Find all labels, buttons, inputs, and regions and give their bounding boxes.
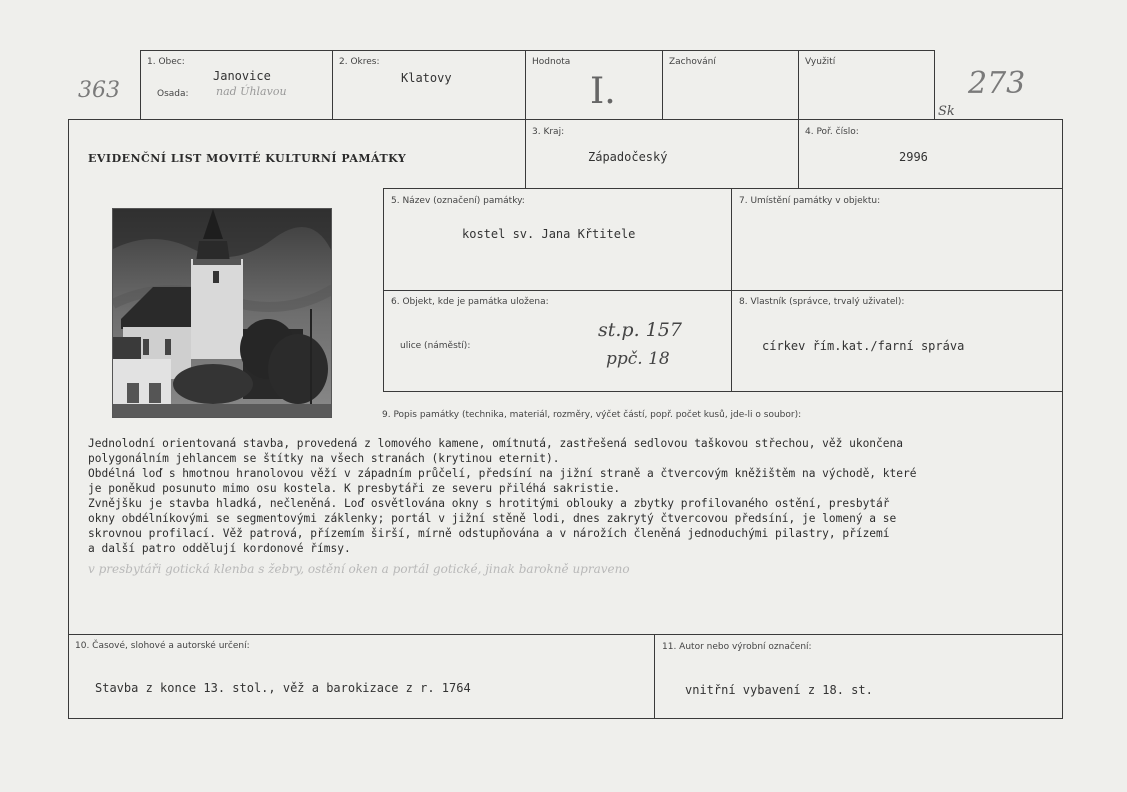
osada-label: Osada: [157, 89, 189, 99]
poradove-cislo-label: 4. Poř. číslo: [805, 127, 859, 137]
autor-cell [654, 634, 1063, 719]
poradove-cislo-value: 2996 [899, 150, 928, 164]
obec-cell [140, 50, 333, 120]
umisteni-cell [731, 188, 1063, 291]
nazev-label: 5. Název (označení) památky: [391, 196, 525, 206]
obec-value: Janovice [213, 69, 271, 83]
popis-line: Jednolodní orientovaná stavba, provedená z lomového kamene, omítnutá, zastřešená sedlovou taškovou střechou, věž ukončena [88, 437, 903, 450]
popis-line: Obdélná loď s hmotnou hranolovou věží v západním průčelí, předsíní na jižní straně a čtvercovým kněžištěm na východě, které [88, 467, 917, 480]
vlastnik-label: 8. Vlastník (správce, trvalý uživatel): [739, 297, 905, 307]
objekt-hand-parcel: st.p. 157 [598, 319, 682, 341]
handwritten-number-left: 363 [78, 78, 120, 103]
hodnota-cell [525, 50, 663, 120]
popis-line: a další patro oddělují kordonové římsy. [88, 542, 351, 555]
umisteni-label: 7. Umístění památky v objektu: [739, 196, 881, 206]
popis-label: 9. Popis památky (technika, materiál, rozměry, výčet částí, popř. počet kusů, jde-li o soubor): [382, 410, 802, 420]
kraj-label: 3. Kraj: [532, 127, 565, 137]
popis-line: polygonálním jehlancem se štítky na všech stranách (krytinou eternit). [88, 452, 560, 465]
handwritten-number-right: 273 [968, 66, 1026, 101]
casove-urceni-label: 10. Časové, slohové a autorské určení: [75, 641, 250, 651]
zachovani-cell [662, 50, 799, 120]
handwritten-sk-mark: Sk [938, 104, 955, 119]
obec-label: 1. Obec: [147, 57, 185, 67]
form-title: EVIDENČNÍ LIST MOVITÉ KULTURNÍ PAMÁTKY [88, 152, 407, 165]
popis-text [88, 436, 1038, 556]
vlastnik-cell [731, 290, 1063, 392]
autor-label: 11. Autor nebo výrobní označení: [662, 642, 812, 652]
zachovani-label: Zachování [669, 57, 716, 67]
osada-value: nad Úhlavou [216, 85, 287, 98]
okres-label: 2. Okres: [339, 57, 380, 67]
hodnota-value: I. [590, 71, 616, 112]
ulice-label: ulice (náměstí): [400, 341, 471, 351]
vyuziti-label: Využití [805, 57, 836, 67]
nazev-cell [383, 188, 732, 291]
objekt-cell [383, 290, 732, 392]
vlastnik-value: církev řím.kat./farní správa [762, 339, 965, 353]
poradove-cislo-cell [798, 119, 1063, 189]
popis-pencil-note: v presbytáři gotická klenba s žebry, ostění oken a portál gotické, jinak barokně upraveno [88, 562, 630, 576]
kraj-cell [525, 119, 799, 189]
vyuziti-cell [798, 50, 935, 120]
kraj-value: Západočeský [588, 150, 668, 164]
popis-line: okny obdélníkovými se segmentovými záklenky; portál v jižní stěně lodi, dnes zakrytý čtvercovou předsíní, je lomený a se [88, 512, 897, 525]
popis-line: je poněkud posunuto mimo osu kostela. K presbytáři ze severu přiléhá sakristie. [88, 482, 621, 495]
church-photo [112, 208, 332, 418]
popis-line: Zvnějšku je stavba hladká, nečleněná. Loď osvětlována okny s hrotitými oblouky a zbytky profilovaného ostění, presbytář [88, 497, 890, 510]
church-photo-image [113, 209, 332, 418]
casove-urceni-value: Stavba z konce 13. stol., věž a barokizace z r. 1764 [95, 681, 471, 695]
casove-urceni-cell [68, 634, 655, 719]
autor-value: vnitřní vybavení z 18. st. [685, 683, 873, 697]
okres-cell [332, 50, 526, 120]
objekt-hand-ppc: ppč. 18 [606, 349, 670, 369]
hodnota-label: Hodnota [532, 57, 571, 67]
popis-line: skrovnou profilací. Věž patrová, přízemím širší, mírně odstupňována a v nárožích členěná jednoduchými pilastry, přízemí [88, 527, 890, 540]
objekt-label: 6. Objekt, kde je památka uložena: [391, 297, 549, 307]
okres-value: Klatovy [401, 71, 452, 85]
nazev-value: kostel sv. Jana Křtitele [462, 227, 636, 241]
